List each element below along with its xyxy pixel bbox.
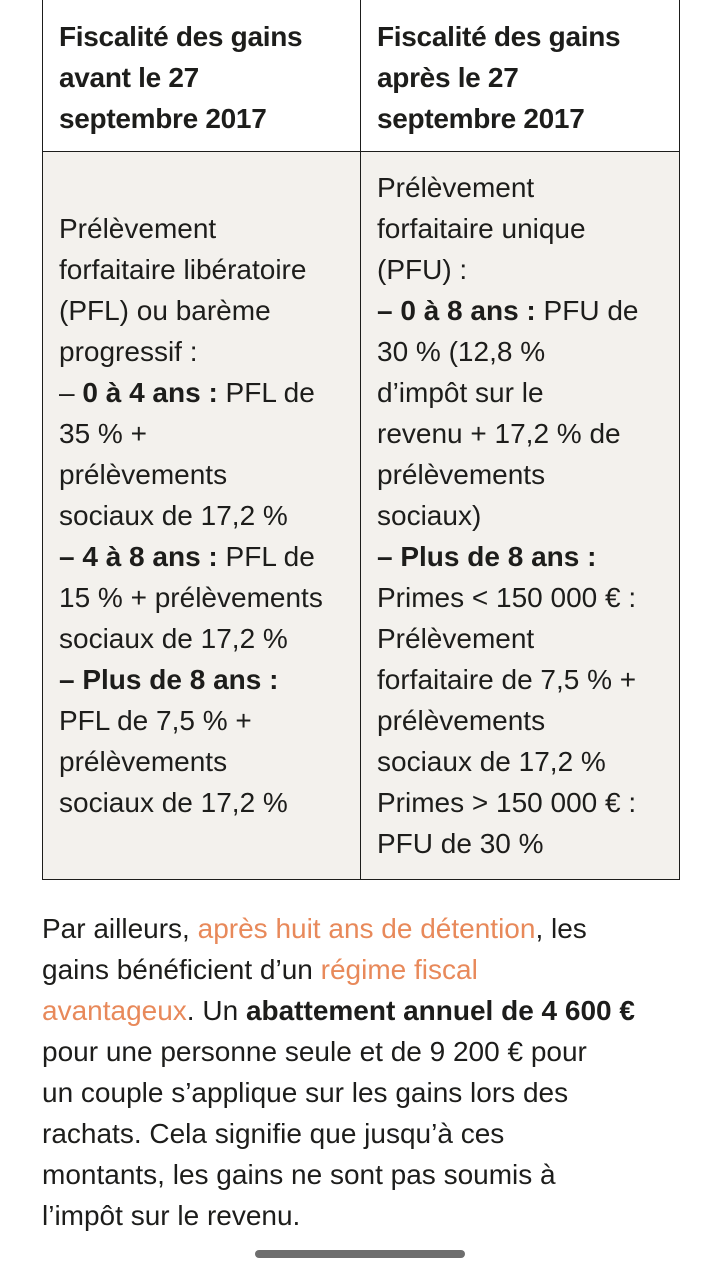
cell-line: forfaitaire unique [377, 213, 586, 244]
cell-text: PFL de [217, 541, 315, 572]
header-before-2017 [43, 0, 361, 152]
bold-term: – 0 à 8 ans : [377, 295, 536, 326]
cell-line: PFU de 30 % [377, 828, 544, 859]
cell-line [59, 659, 352, 700]
cell-line: Prélèvement [59, 213, 217, 244]
cell-line: sociaux de 17,2 % [59, 623, 288, 654]
cell-line: 15 % + prélèvements [59, 582, 323, 613]
cell-line: revenu + 17,2 % de [377, 418, 621, 449]
cell-line [59, 536, 352, 577]
paragraph-text: gains bénéficient d’un [42, 954, 321, 985]
cell-line: prélèvements [377, 459, 546, 490]
paragraph-line: pour une personne seule et de 9 200 € pour [42, 1036, 587, 1067]
cell-line: prélèvements [377, 705, 546, 736]
fiscal-comparison-table [42, 0, 680, 880]
paragraph-text: Par ailleurs, [42, 913, 198, 944]
cell-line: PFL de 7,5 % + [59, 705, 252, 736]
body-paragraph [42, 908, 692, 1236]
cell-line: sociaux) [377, 500, 482, 531]
link-huit-ans-detention[interactable]: après huit ans de détention [197, 913, 536, 944]
cell-before-2017 [43, 152, 361, 880]
paragraph-text: , les [535, 913, 587, 944]
cell-line: 30 % (12,8 % [377, 336, 546, 367]
table-header-row [43, 0, 680, 152]
cell-line: Prélèvement [377, 172, 535, 203]
home-indicator[interactable] [255, 1250, 465, 1258]
cell-line: Primes > 150 000 € : [377, 787, 637, 818]
header-line: Fiscalité des gains [59, 20, 303, 52]
paragraph-line: un couple s’applique sur les gains lors des [42, 1077, 569, 1108]
cell-line: 35 % + [59, 418, 147, 449]
header-line: après le 27 [377, 61, 519, 93]
link-regime-fiscal-avantageux[interactable]: avantageux [42, 995, 187, 1026]
link-regime-fiscal[interactable]: régime fiscal [320, 954, 478, 985]
cell-text: PFU de [535, 295, 639, 326]
cell-line: Primes < 150 000 € : [377, 582, 637, 613]
bold-term: – Plus de 8 ans : [59, 664, 279, 695]
cell-line [59, 372, 352, 413]
header-line: septembre 2017 [377, 102, 585, 134]
header-after-2017 [361, 0, 680, 152]
cell-line: prélèvements [59, 746, 228, 777]
cell-line: sociaux de 17,2 % [377, 746, 606, 777]
paragraph-line [42, 949, 692, 990]
paragraph-line: l’impôt sur le revenu. [42, 1200, 301, 1231]
paragraph-line [42, 990, 692, 1031]
dash: – [59, 377, 83, 408]
header-line: avant le 27 [59, 61, 199, 93]
paragraph-line: rachats. Cela signifie que jusqu’à ces [42, 1118, 505, 1149]
header-line: septembre 2017 [59, 102, 267, 134]
bold-term: – Plus de 8 ans : [377, 541, 597, 572]
cell-line: sociaux de 17,2 % [59, 500, 288, 531]
cell-line: sociaux de 17,2 % [59, 787, 288, 818]
cell-line [377, 536, 671, 577]
cell-line: prélèvements [59, 459, 228, 490]
cell-line: (PFU) : [377, 254, 468, 285]
cell-line: d’impôt sur le [377, 377, 544, 408]
header-line: Fiscalité des gains [377, 20, 621, 52]
cell-line [377, 290, 671, 331]
table-body-row [43, 152, 680, 880]
cell-after-2017 [361, 152, 680, 880]
bold-term: 0 à 4 ans : [82, 377, 218, 408]
cell-line: progressif : [59, 336, 198, 367]
cell-line: Prélèvement [377, 623, 535, 654]
cell-line: forfaitaire libératoire [59, 254, 307, 285]
cell-line: forfaitaire de 7,5 % + [377, 664, 637, 695]
cell-text: PFL de [217, 377, 315, 408]
paragraph-line [42, 908, 692, 949]
paragraph-line: montants, les gains ne sont pas soumis à [42, 1159, 556, 1190]
paragraph-text: . Un [186, 995, 246, 1026]
cell-line: (PFL) ou barème [59, 295, 271, 326]
bold-term: – 4 à 8 ans : [59, 541, 218, 572]
bold-abattement: abattement annuel de 4 600 € [245, 995, 635, 1026]
